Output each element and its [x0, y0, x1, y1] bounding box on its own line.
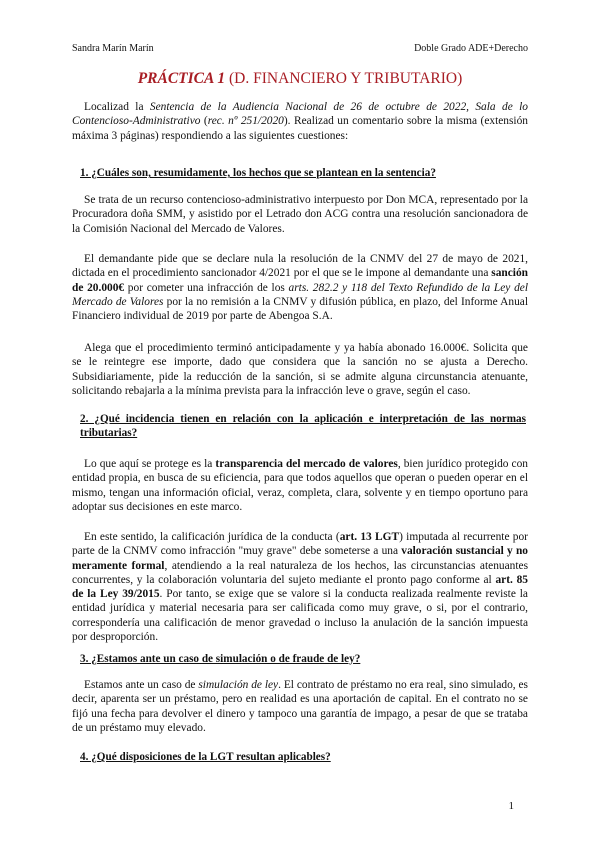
intro-recurso: rec. nº 251/2020: [207, 115, 284, 128]
q1-paragraph-3: Alega que el procedimiento terminó anticipadamente y ya había abonado 16.000€. Solicita que se le reintegre ese importe, dado que considera que la sanción no se ajusta a Derecho. Subsidiariamente, pide la reducción de la sanción, si se admite alguna circunstancia atenuante, solicitando rebajarla a la mínima prevista para la infracción leve o grave, según el caso.: [72, 342, 528, 397]
q3-paragraph-1: [72, 678, 528, 735]
text: El demandante pide que se declare nula la resolución de la CNMV del 27 de mayo de 2021, dictada en el procedimiento sancionador 4/2021 por el que se le impone al demandante una: [72, 253, 528, 280]
bold-text: transparencia del mercado de valores: [215, 458, 398, 470]
intro-text: Localizad la: [84, 101, 150, 113]
intro-paragraph: [72, 100, 528, 143]
text: por cometer una infracción de los: [124, 281, 289, 294]
page-title: [0, 70, 600, 88]
italic-text: arts. 282.2 y 118 del Texto Refundido de la Ley del Mercado de Valores: [72, 281, 528, 308]
bold-text: art. 85 de la Ley 39/2015: [72, 573, 528, 601]
page-number: 1: [508, 800, 514, 812]
header-degree: Doble Grado ADE+Derecho: [414, 43, 528, 54]
text: En este sentido, la calificación jurídica de la conducta (: [84, 531, 340, 543]
text: Estamos ante un caso de: [84, 679, 199, 691]
bold-text: valoración sustancial y no meramente formal: [72, 545, 528, 572]
bold-text: sanción de 20.000€: [72, 267, 528, 294]
intro-text: (: [200, 115, 208, 128]
text: por la no remisión a la CNMV y difusión pública, en plazo, del Informe Anual Financiero individual de 2019 por parte de Abengoa S.A.: [72, 295, 528, 323]
text: . El contrato de préstamo no era real, sino simulado, es decir, aparenta ser un préstamo, pero en realidad es una aportación de capital. En el contrato no se fijó una fecha para devolver el dinero y tampoco una garantía de impago, a pesar de que se trataba de un préstamo muy elevado.: [72, 679, 528, 734]
italic-text: simulación de ley: [198, 679, 279, 691]
bold-text: art. 13 LGT: [339, 531, 400, 543]
text: ) imputada al recurrente por parte de la CNMV como infracción "muy grave" debe someterse a una: [72, 531, 528, 558]
question-4-heading: 4. ¿Qué disposiciones de la LGT resultan aplicables?: [80, 751, 331, 763]
question-2-heading: 2. ¿Qué incidencia tienen en relación con la aplicación e interpretación de las normas tributarias?: [80, 413, 526, 439]
question-3-heading: 3. ¿Estamos ante un caso de simulación o de fraude de ley?: [80, 653, 361, 665]
intro-text: ). Realizad un comentario sobre la misma (extensión máxima 3 páginas) respondiendo a las siguientes cuestiones:: [72, 115, 528, 142]
q1-paragraph-2: [72, 252, 528, 323]
text: . Por tanto, se exige que se valore si la conducta realizada realmente reviste la entidad jurídica y material necesaria para ser calificada como muy grave, o si, por el contrario, correspondería una calificación de menor gravedad o incluso la anulación de la sanción impuesta por desproporción.: [72, 588, 528, 644]
text: , bien jurídico protegido con entidad propia, en busca de su eficiencia, para que todos aquellos que operan o pueden operar en el mismo, tengan una información oficial, veraz, completa, clara, solvente y en tiempo oportuno para adoptar sus decisiones en este marco.: [72, 458, 528, 513]
intro-ruling: Sentencia de la Audiencia Nacional de 26 de octubre de 2022, Sala de lo Contencioso-Administrativo: [72, 101, 528, 128]
q2-paragraph-2: [72, 530, 528, 644]
text: Lo que aquí se protege es la: [84, 458, 216, 470]
header-author: Sandra Marín Marín: [72, 43, 154, 54]
title-rest: (D. FINANCIERO Y TRIBUTARIO): [225, 70, 463, 87]
q1-paragraph-1: Se trata de un recurso contencioso-administrativo interpuesto por Don MCA, representado por la Procuradora doña SMM, y asistido por el Letrado don ACG contra una resolución sancionadora de la Comisión Nacional del Mercado de Valores.: [72, 194, 528, 235]
q2-paragraph-1: [72, 457, 528, 514]
text: , atendiendo a la real naturaleza de los hechos, las circunstancias atenuantes concurrentes, y la colaboración voluntaria del sujeto mediante el pronto pago conforme al: [72, 559, 529, 586]
question-1-heading: 1. ¿Cuáles son, resumidamente, los hechos que se plantean en la sentencia?: [80, 167, 436, 179]
title-italic: PRÁCTICA 1: [137, 70, 226, 87]
